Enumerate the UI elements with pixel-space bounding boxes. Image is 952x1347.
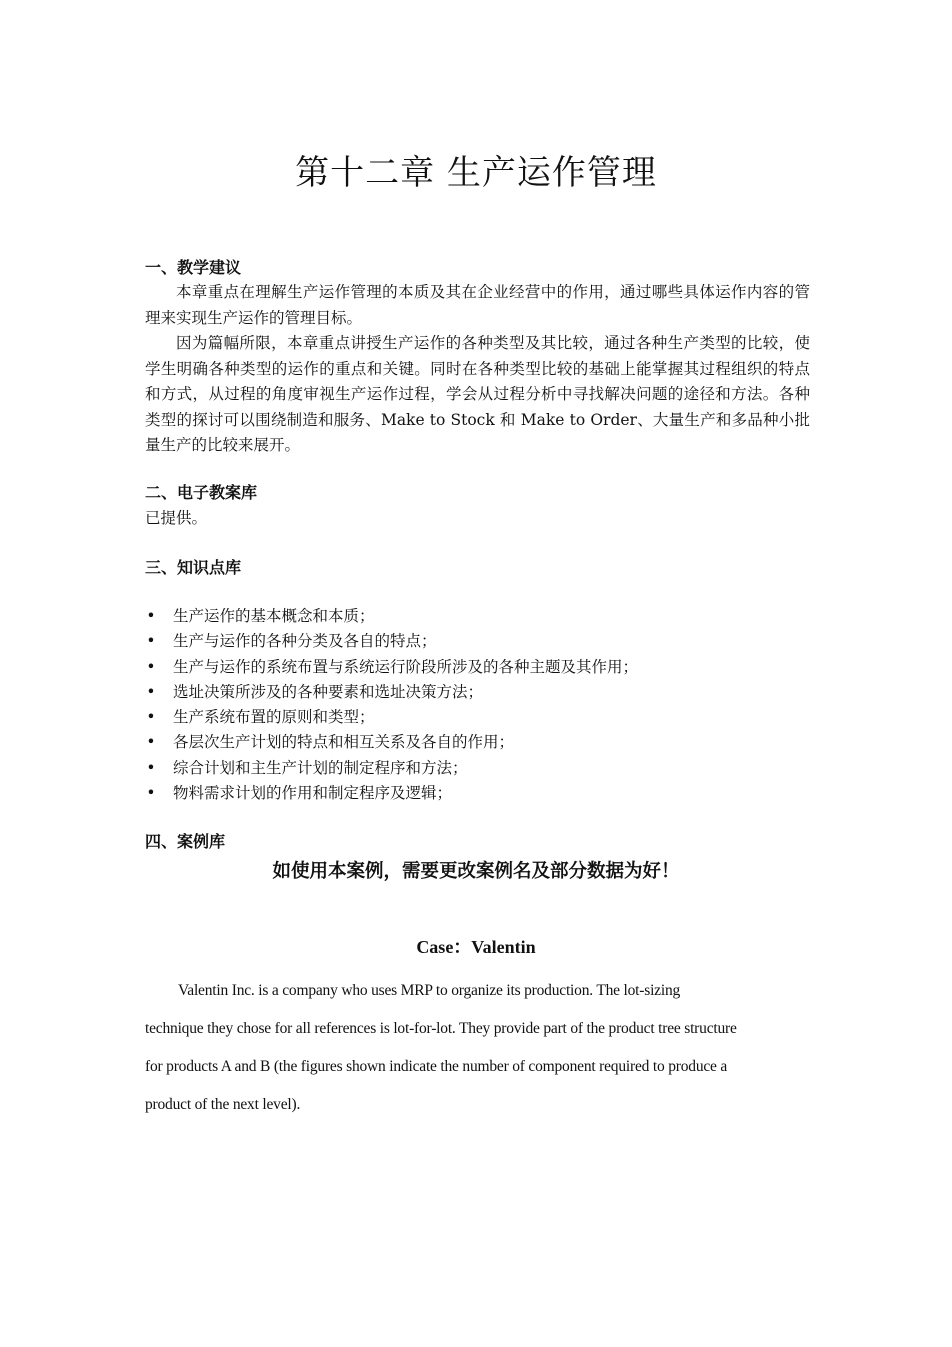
list-item: • 各层次生产计划的特点和相互关系及各自的作用； (145, 730, 810, 755)
list-item: • 生产系统布置的原则和类型； (145, 705, 810, 730)
bullet-icon: • (146, 784, 156, 803)
bullet-icon: • (146, 632, 156, 651)
case-line: Valentin Inc. is a company who uses MRP to organize its production. The lot-sizing (178, 982, 681, 999)
case-body (145, 972, 813, 1124)
paragraph: 本章重点在理解生产运作管理的本质及其在企业经营中的作用，通过哪些具体运作内容的管理来实现生产运作的管理目标。 (145, 283, 810, 327)
section-teaching-advice-body (145, 280, 810, 459)
section-heading-case-library: 四、案例库 (145, 832, 226, 851)
case-title: Case：Valentin (416, 937, 536, 957)
bullet-icon: • (146, 607, 156, 625)
case-usage-notice: 如使用本案例，需要更改案例名及部分数据为好！ (272, 861, 680, 882)
section-heading-teaching-advice: 一、教学建议 (145, 258, 242, 277)
section-e-lesson-plans-text: 已提供。 (145, 509, 208, 527)
section-heading-knowledge-points: 三、知识点库 (145, 558, 242, 577)
page-title: 第十二章 生产运作管理 (295, 153, 657, 193)
bullet-icon: • (146, 708, 156, 727)
list-item: • 物料需求计划的作用和制定程序及逻辑； (145, 781, 810, 806)
case-line: product of the next level). (145, 1096, 301, 1113)
bullet-icon: • (146, 657, 156, 676)
bullet-icon: • (146, 758, 156, 777)
list-item: • 生产运作的基本概念和本质； (145, 604, 810, 629)
section-heading-e-lesson-plans: 二、电子教案库 (145, 483, 258, 502)
knowledge-points-list (145, 604, 810, 806)
list-item: • 选址决策所涉及的各种要素和选址决策方法； (145, 680, 810, 705)
list-item: • 生产与运作的系统布置与系统运行阶段所涉及的各种主题及其作用； (145, 655, 810, 680)
case-line: technique they chose for all references is lot-for-lot. They provide part of the product tree structure (145, 1020, 737, 1037)
list-item: • 生产与运作的各种分类及各自的特点； (145, 629, 810, 654)
bullet-icon: • (146, 733, 156, 752)
paragraph: 因为篇幅所限，本章重点讲授生产运作的各种类型及其比较，通过各种生产类型的比较，使学生明确各种类型的运作的重点和关键。同时在各种类型比较的基础上能掌握其过程组织的特点和方式，从过程的角度审视生产运作过程，学会从过程分析中寻找解决问题的途径和方法。各种类型的探讨可以围绕制造和服务、Make to Stock 和 Make to Order、大量生产和多品种小批量生产的比较来展开。 (145, 334, 810, 454)
case-line: for products A and B (the figures shown indicate the number of component required to produce a (145, 1058, 728, 1075)
list-item: • 综合计划和主生产计划的制定程序和方法； (145, 756, 810, 781)
bullet-icon: • (146, 682, 156, 701)
